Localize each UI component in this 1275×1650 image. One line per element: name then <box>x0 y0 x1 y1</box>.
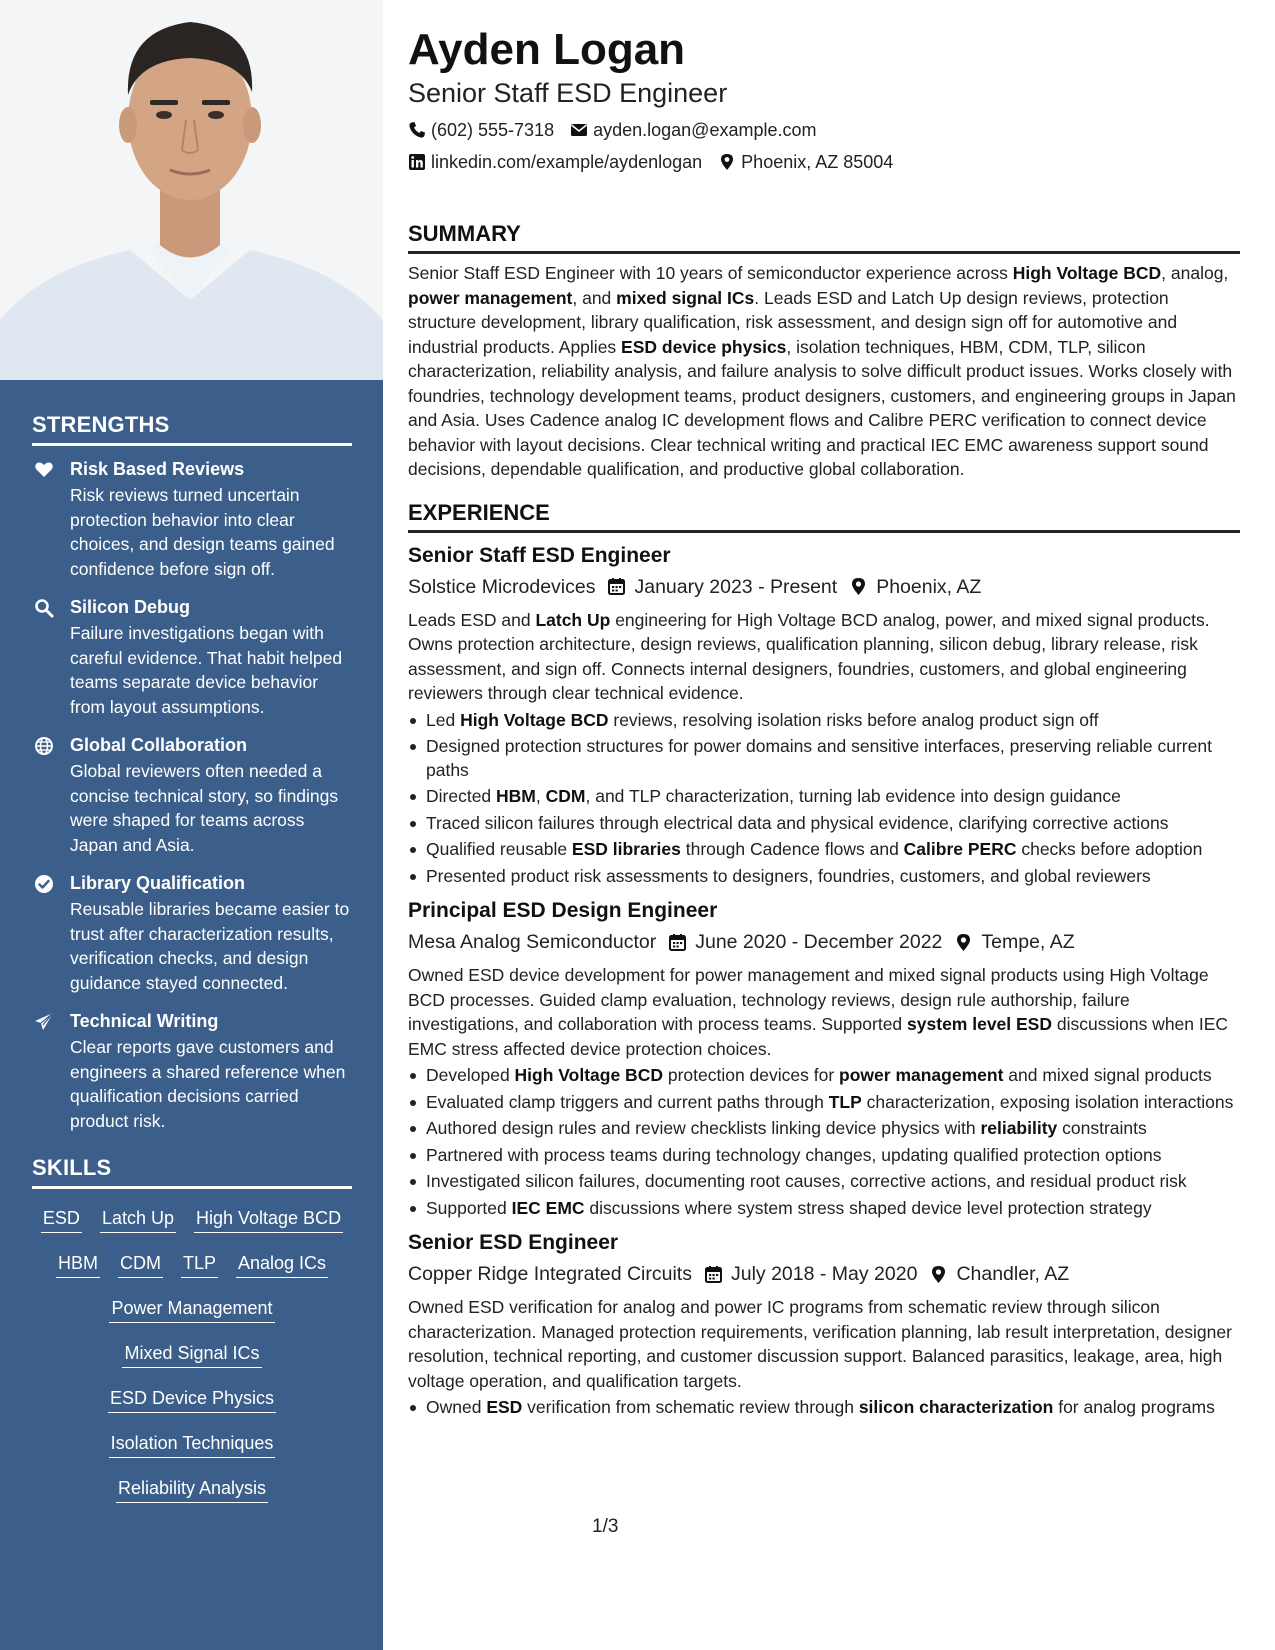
text-run: , and TLP characterization, turning lab evidence into design guidance <box>585 786 1121 806</box>
bullet-item <box>426 1144 1240 1168</box>
strength-title: Risk Based Reviews <box>70 459 245 479</box>
map-pin-icon <box>849 577 868 596</box>
company-name: Mesa Analog Semiconductor <box>408 931 657 953</box>
skill-tag: Reliability Analysis <box>116 1475 268 1503</box>
calendar-icon-wrap <box>704 1265 723 1284</box>
job-entry <box>408 1230 1240 1420</box>
bold-text: mixed signal ICs <box>616 287 755 308</box>
location-icon-wrap <box>849 577 868 596</box>
job-location: Chandler, AZ <box>956 1263 1070 1285</box>
envelope-icon <box>570 121 588 139</box>
text-run: discussions where system stress shaped device level protection strategy <box>584 1197 1152 1218</box>
skill-row <box>32 1475 352 1520</box>
company-name: Solstice Microdevices <box>408 575 596 598</box>
strength-title: Library Qualification <box>70 873 246 893</box>
phone-number: (602) 555-7318 <box>431 120 555 140</box>
profile-photo <box>0 0 383 380</box>
calendar-icon <box>607 577 626 596</box>
location-contact <box>718 151 893 173</box>
skill-tag: HBM <box>56 1250 100 1278</box>
strength-item <box>32 734 352 857</box>
email-contact[interactable] <box>570 119 816 141</box>
skill-row <box>32 1385 352 1430</box>
sidebar <box>0 0 383 1650</box>
job-bullets <box>408 709 1240 889</box>
strength-description: Clear reports gave customers and engineers a shared reference when qualification decisions carried product risk. <box>70 1037 346 1131</box>
text-run: engineering for High Voltage BCD analog, power, and mixed signal products. Owns protection architecture, design reviews, qualification planning, silicon debug, library release, risk assessment, and sign off. Connects internal designers, foundries, customers, and global engineering reviewers through clear technical evidence. <box>408 609 1210 703</box>
calendar-icon <box>704 1265 723 1284</box>
strength-description: Global reviewers often needed a concise technical story, so findings were shaped for teams across Japan and Asia. <box>70 761 339 855</box>
bold-text: Calibre PERC <box>903 839 1017 859</box>
text-run: Owned ESD device development for power management and mixed signal products using High Voltage BCD processes. Guided clamp evaluation, technology reviews, design rule authorship, failure investigations, and collaboration with process teams. Supported <box>408 965 1209 1034</box>
job-title: Senior Staff ESD Engineer <box>408 543 671 567</box>
text-run: for analog programs <box>1053 1397 1215 1417</box>
phone-contact <box>408 119 554 141</box>
skill-row <box>32 1205 352 1250</box>
text-run: Owned ESD verification for analog and power IC programs from schematic review through silicon characterization. Managed protection requirements, verification planning, lab result interpretation, designer resolution, technical reporting, and customer discussion support. Balanced parasitics, leakage, area, high voltage operation, and qualification targets. <box>408 1297 1232 1391</box>
skill-row <box>32 1295 352 1340</box>
map-pin-icon <box>718 153 736 171</box>
job-title: Senior ESD Engineer <box>408 1231 619 1254</box>
portrait-image <box>0 0 383 380</box>
text-run: Led <box>426 709 461 730</box>
map-pin-icon <box>929 1265 948 1284</box>
text-run: Traced silicon failures through electrical data and physical evidence, clarifying corrective actions <box>426 812 1169 833</box>
strength-item <box>32 872 352 995</box>
bullet-item <box>426 1064 1240 1088</box>
text-run: Evaluated clamp triggers and current paths through <box>426 1091 829 1112</box>
job-dates: July 2018 - May 2020 <box>730 1263 918 1285</box>
strengths-heading: STRENGTHS <box>32 412 352 446</box>
summary-heading: SUMMARY <box>408 221 1240 254</box>
location-text: Phoenix, AZ 85004 <box>741 152 894 172</box>
bullet-item <box>426 812 1240 836</box>
job-dates: June 2020 - December 2022 <box>695 931 943 953</box>
bullet-item <box>426 1197 1240 1221</box>
bold-text: power management <box>839 1065 1004 1085</box>
bold-text: Latch Up <box>535 609 611 630</box>
text-run: . Leads ESD and Latch Up design reviews, protection structure development, library qualification, risk assessment, and design sign off for automotive and industrial products. Applies <box>408 287 1178 357</box>
job-bullets <box>408 1064 1240 1220</box>
text-run: through Cadence flows and <box>680 839 904 859</box>
candidate-name: Ayden Logan <box>408 25 686 74</box>
text-run: Leads ESD and <box>408 609 536 630</box>
check-circle-icon <box>34 874 54 894</box>
bold-text: High Voltage BCD <box>460 709 609 730</box>
text-run: checks before adoption <box>1016 839 1203 859</box>
job-description <box>408 963 1240 1061</box>
bold-text: High Voltage BCD <box>514 1065 663 1085</box>
bold-text: IEC EMC <box>511 1197 585 1218</box>
paper-plane-icon <box>34 1012 54 1032</box>
text-run: and mixed signal products <box>1003 1065 1212 1085</box>
search-icon <box>34 598 54 618</box>
text-run: Owned <box>426 1397 487 1417</box>
skills-heading: SKILLS <box>32 1155 352 1189</box>
skill-tag: ESD <box>41 1205 82 1233</box>
contact-row <box>408 119 1240 141</box>
text-run: Investigated silicon failures, documenting root causes, corrective actions, and residual product risk <box>426 1171 1187 1191</box>
bullet-item <box>426 838 1240 862</box>
globe-icon <box>34 736 54 756</box>
text-run: reviews, resolving isolation risks before analog product sign off <box>608 709 1099 730</box>
location-icon-wrap <box>929 1265 948 1284</box>
strength-title: Global Collaboration <box>70 735 248 755</box>
skill-tag: Isolation Techniques <box>109 1430 276 1458</box>
bold-text: system level ESD <box>907 1014 1052 1034</box>
bold-text: HBM <box>496 786 536 806</box>
text-run: Presented product risk assessments to designers, foundries, customers, and global reviewers <box>426 865 1151 886</box>
experience-list <box>408 543 1240 1420</box>
job-meta <box>408 574 1240 600</box>
phone-icon <box>408 121 426 139</box>
text-run: Partnered with process teams during technology changes, updating qualified protection options <box>426 1144 1162 1165</box>
bullet-item <box>426 709 1240 733</box>
linkedin-contact[interactable] <box>408 151 702 173</box>
heart-icon <box>34 460 54 480</box>
text-run: discussions when IEC EMC stress affected device protection choices. <box>408 1014 1229 1059</box>
job-title: Principal ESD Design Engineer <box>408 899 718 922</box>
skill-tag: CDM <box>118 1250 163 1278</box>
job-entry <box>408 898 1240 1220</box>
text-run: Directed <box>426 786 497 806</box>
map-pin-icon <box>954 933 973 952</box>
text-run: , analog, <box>1161 263 1229 283</box>
text-run: constraints <box>1057 1118 1147 1138</box>
strength-description: Reusable libraries became easier to trust after characterization results, verification checks, and design guidance stayed connected. <box>70 899 350 993</box>
bold-text: ESD device physics <box>621 336 787 357</box>
bullet-item <box>426 1091 1240 1115</box>
strength-item <box>32 596 352 719</box>
text-run: Authored design rules and review checklists linking device physics with <box>426 1118 981 1138</box>
summary-text <box>408 261 1240 482</box>
calendar-icon-wrap <box>668 933 687 952</box>
linkedin-url[interactable]: linkedin.com/example/aydenlogan <box>431 152 703 172</box>
text-run: , and <box>572 287 617 308</box>
text-run: Qualified reusable <box>426 839 572 859</box>
job-meta <box>408 929 1240 955</box>
text-run: characterization, exposing isolation interactions <box>861 1091 1234 1112</box>
job-description <box>408 608 1240 706</box>
bullet-item <box>426 735 1240 782</box>
bold-text: High Voltage BCD <box>1012 263 1162 283</box>
text-run: Designed protection structures for power domains and sensitive interfaces, preserving reliable current paths <box>426 736 1212 780</box>
calendar-icon-wrap <box>607 577 626 596</box>
bullet-item <box>426 865 1240 889</box>
bold-text: reliability <box>980 1118 1058 1138</box>
text-run: Developed <box>426 1065 515 1085</box>
text-run: , isolation techniques, HBM, CDM, TLP, silicon characterization, reliability analysis, and failure analysis to solve difficult product issues. Works closely with foundries, technology development teams, product designers, customers, and engineering groups in Japan and Asia. Uses Cadence analog IC development flows and Calibre PERC verification to connect device behavior with layout decisions. Clear technical writing and practical IEC EMC awareness support sound decisions, dependable qualification, and productive global collaboration. <box>408 336 1236 479</box>
job-meta <box>408 1261 1240 1287</box>
sidebar-content <box>32 412 352 1520</box>
linkedin-icon <box>408 153 426 171</box>
page-number: 1/3 <box>592 1516 619 1537</box>
calendar-icon <box>668 933 687 952</box>
bold-text: silicon characterization <box>858 1397 1054 1417</box>
strength-title: Silicon Debug <box>70 597 191 617</box>
job-description <box>408 1295 1240 1393</box>
location-icon-wrap <box>954 933 973 952</box>
main-content <box>408 24 1240 1420</box>
skill-tag: Analog ICs <box>236 1250 328 1278</box>
text-run: protection devices for <box>662 1065 840 1085</box>
strength-description: Risk reviews turned uncertain protection behavior into clear choices, and design teams gained confidence before sign off. <box>70 485 335 579</box>
bold-text: CDM <box>545 786 586 806</box>
strength-description: Failure investigations began with careful evidence. That habit helped teams separate device behavior from layout assumptions. <box>70 623 343 717</box>
skill-tag: ESD Device Physics <box>108 1385 276 1413</box>
job-dates: January 2023 - Present <box>634 575 838 598</box>
strength-item <box>32 1010 352 1133</box>
bold-text: power management <box>408 287 573 308</box>
job-location: Tempe, AZ <box>981 931 1075 953</box>
text-run: Supported <box>426 1197 512 1218</box>
company-name: Copper Ridge Integrated Circuits <box>408 1263 692 1285</box>
bullet-item <box>426 785 1240 809</box>
bullet-item <box>426 1170 1240 1194</box>
text-run: , <box>535 786 546 806</box>
bullet-item <box>426 1396 1240 1420</box>
text-run: verification from schematic review through <box>522 1397 859 1417</box>
bullet-item <box>426 1117 1240 1141</box>
skill-row <box>32 1430 352 1475</box>
contact-row <box>408 151 1240 173</box>
bold-text: ESD libraries <box>571 839 681 859</box>
skill-tag: High Voltage BCD <box>194 1205 343 1233</box>
skill-tag: Mixed Signal ICs <box>122 1340 261 1368</box>
email-address[interactable]: ayden.logan@example.com <box>593 120 817 140</box>
skills-list <box>32 1201 352 1520</box>
job-entry <box>408 543 1240 889</box>
bold-text: ESD <box>486 1397 523 1417</box>
strength-item <box>32 458 352 581</box>
skill-tag: Power Management <box>109 1295 274 1323</box>
strength-title: Technical Writing <box>70 1011 219 1031</box>
text-run: Senior Staff ESD Engineer with 10 years of semiconductor experience across <box>408 263 1013 283</box>
skill-tag: TLP <box>181 1250 218 1278</box>
candidate-title: Senior Staff ESD Engineer <box>408 78 728 108</box>
skill-row <box>32 1250 352 1295</box>
skill-row <box>32 1340 352 1385</box>
job-bullets <box>408 1396 1240 1420</box>
bold-text: TLP <box>828 1091 862 1112</box>
skill-tag: Latch Up <box>100 1205 176 1233</box>
job-location: Phoenix, AZ <box>876 575 982 598</box>
experience-heading: EXPERIENCE <box>408 500 1240 533</box>
